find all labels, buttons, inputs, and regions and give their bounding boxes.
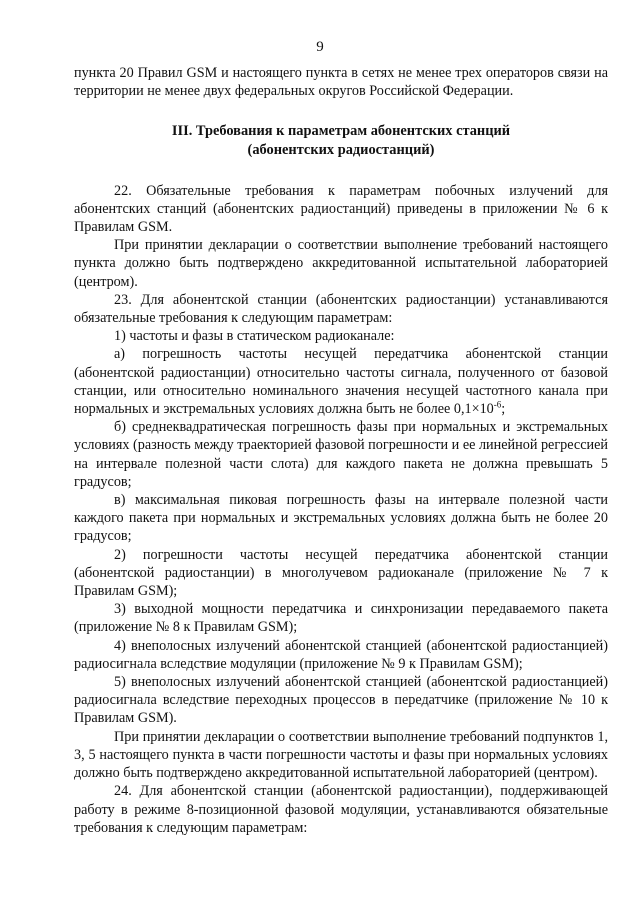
paragraph-23-item-1c: в) максимальная пиковая погрешность фазы на интервале полезной части каждого пакета при нормальных и экстремальных условиях должна быть не более 20 градусов; [74,492,608,545]
item-1a-exponent: -6 [493,399,502,410]
paragraph-intro: пункта 20 Правил GSM и настоящего пункта в сетях не менее трех операторов связи на территории не менее двух федеральных округов Российской Федерации. [74,65,608,100]
paragraph-22-declaration: При принятии декларации о соответствии выполнение требований настоящего пункта должно быть подтверждено аккредитованной испытательной лабораторией (центром). [74,237,608,290]
paragraph-23: 23. Для абонентской станции (абонентских радиостанции) устанавливаются обязательные требования к следующим параметрам: [74,291,608,327]
item-1a-text: а) погрешность частоты несущей передатчика абонентской станции (абонентской радиостанции) относительно частоты сигнала, полученного от базовой станции, или относительно номинального значения несущей частотного канала при нормальных и экстремальных условиях должна быть не более 0,1×10 [74,346,608,418]
paragraph-23-declaration: При принятии декларации о соответствии выполнение требований подпунктов 1, 3, 5 настоящего пункта в части погрешности частоты и фазы при нормальных условиях должно быть подтверждено аккредитованной испытательной лабораторией (центром). [74,728,608,782]
page-number: 9 [316,39,324,55]
item-1a-end: ; [501,401,506,418]
paragraph-22: 22. Обязательные требования к параметрам побочных излучений для абонентских станций (абонентских радиостанций) приведены в приложении № 6 к Правилам GSM. [74,182,608,235]
section-heading-line2: (абонентских радиостанций) [247,142,435,158]
document-body [74,64,608,837]
section-heading-line1: III. Требования к параметрам абонентских станций [171,123,511,140]
paragraph-23-item-1a [74,345,608,418]
paragraph-23-item-1: 1) частоты и фазы в статическом радиоканале: [114,328,395,345]
section-heading [74,122,608,159]
paragraph-23-item-5: 5) внеполосных излучений абонентской станцией (абонентской радиостанцией) радиосигнала вследствие переходных процессов в передатчике (приложение № 10 к Правилам GSM). [74,674,608,727]
paragraph-23-item-4: 4) внеполосных излучений абонентской станцией (абонентской радиостанцией) радиосигнала вследствие модуляции (приложение № 9 к Правилам GSM); [74,637,608,672]
paragraph-24: 24. Для абонентской станции (абонентской радиостанции), поддерживающей работу в режиме 8-позиционной фазовой модуляции, устанавливаются обязательные требования к следующим параметрам: [74,783,608,836]
paragraph-23-item-3: 3) выходной мощности передатчика и синхронизации передаваемого пакета (приложение № 8 к Правилам GSM); [74,601,608,636]
paragraph-23-item-2: 2) погрешности частоты несущей передатчика абонентской станции (абонентской радиостанции) в многолучевом радиоканале (приложение № 7 к Правилам GSM); [74,546,608,600]
paragraph-23-item-1b: б) среднеквадратическая погрешность фазы при нормальных и экстремальных условиях (разность между траекторией фазовой погрешности и ее линейной регрессией на интервале полезной части слота) для каждого пакета не должна превышать 5 градусов; [74,419,608,490]
